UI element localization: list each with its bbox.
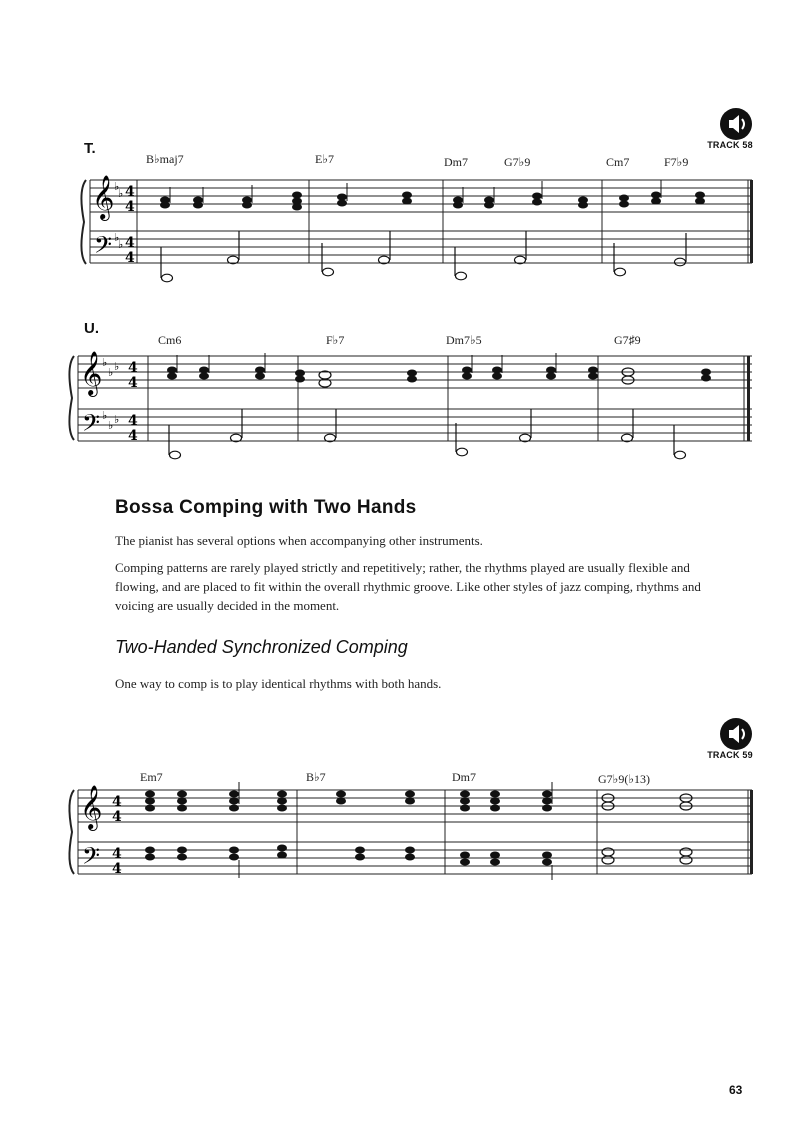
example-label-t: T. [84, 140, 96, 157]
svg-text:♭: ♭ [114, 360, 120, 373]
svg-text:4: 4 [112, 861, 122, 877]
svg-text:4: 4 [128, 413, 138, 429]
subsection-heading: Two-Handed Synchronized Comping [115, 637, 408, 657]
svg-text:𝄢: 𝄢 [94, 231, 113, 264]
svg-text:♭: ♭ [108, 419, 114, 432]
svg-text:4: 4 [128, 360, 138, 376]
chord-symbol: Cm7 [606, 155, 630, 169]
chord-symbol: Dm7 [452, 770, 476, 784]
svg-text:4: 4 [112, 846, 122, 862]
svg-text:♭: ♭ [118, 187, 124, 200]
svg-text:𝄢: 𝄢 [82, 409, 101, 442]
svg-text:4: 4 [125, 250, 135, 266]
chord-symbol: F7♭9 [664, 155, 689, 169]
svg-text:♭: ♭ [102, 409, 108, 422]
svg-text:♭: ♭ [114, 413, 120, 426]
svg-text:4: 4 [128, 375, 138, 391]
svg-text:𝄢: 𝄢 [82, 842, 101, 875]
chord-symbol: E♭7 [315, 152, 334, 166]
page-number: 63 [729, 1083, 743, 1097]
svg-text:𝄞: 𝄞 [80, 785, 103, 829]
audio-track-icon[interactable] [720, 108, 752, 140]
audio-track-icon[interactable] [720, 718, 752, 750]
example-label-u: U. [84, 320, 99, 337]
music-system-u [0, 345, 800, 465]
svg-text:4: 4 [128, 428, 138, 444]
svg-text:4: 4 [125, 184, 135, 200]
svg-text:♭: ♭ [114, 180, 120, 193]
section-paragraph: Comping patterns are rarely played strictly and repetitively; rather, the rhythms played are usually flexible and flowing, and are placed to fit within the overall rhythmic groove. Like other styles of jazz comping, rhythms and voicing are usually decided in the moment. [115, 560, 701, 613]
section-paragraph: The pianist has several options when accompanying other instruments. [115, 533, 483, 548]
chord-symbol: G7♯9 [614, 333, 641, 347]
chord-symbol: G7♭9 [504, 155, 531, 169]
chord-symbol: G7♭9(♭13) [598, 772, 650, 786]
chord-symbol: B♭7 [306, 770, 326, 784]
svg-text:4: 4 [125, 235, 135, 251]
track-label: TRACK 58 [707, 140, 753, 150]
svg-text:𝄞: 𝄞 [92, 175, 115, 219]
svg-text:𝄞: 𝄞 [80, 351, 103, 395]
chord-symbol: Dm7♭5 [446, 333, 482, 347]
svg-text:4: 4 [112, 809, 122, 825]
chord-symbol: F♭7 [326, 333, 345, 347]
track-59-badge[interactable] [700, 718, 760, 760]
music-system-t [0, 165, 800, 285]
svg-text:♭: ♭ [118, 238, 124, 251]
svg-text:4: 4 [112, 794, 122, 810]
section-heading: Bossa Comping with Two Hands [115, 497, 417, 518]
chord-symbol: Cm6 [158, 333, 182, 347]
music-system-3 [0, 780, 800, 900]
chord-symbol: Em7 [140, 770, 163, 784]
svg-text:4: 4 [125, 199, 135, 215]
svg-text:♭: ♭ [102, 356, 108, 369]
svg-text:♭: ♭ [108, 366, 114, 379]
track-58-badge[interactable] [700, 108, 760, 150]
svg-text:♭: ♭ [114, 231, 120, 244]
chord-symbol: B♭maj7 [146, 152, 184, 166]
chord-symbol: Dm7 [444, 155, 468, 169]
track-label: TRACK 59 [707, 750, 753, 760]
subsection-paragraph: One way to comp is to play identical rhythms with both hands. [115, 676, 442, 691]
